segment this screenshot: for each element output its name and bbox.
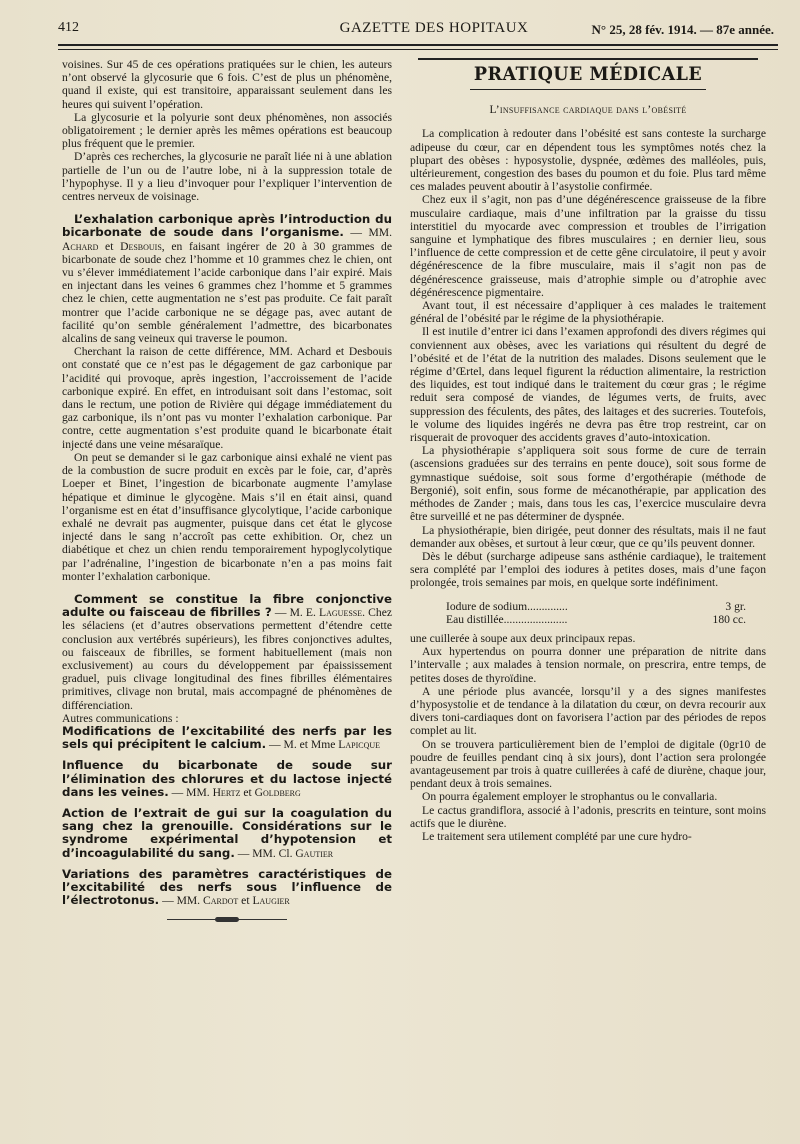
section-title: PRATIQUE MÉDICALE — [473, 63, 703, 85]
paragraph: Avant tout, il est nécessaire d’appliquer à ces malades le traitement général de l’obésité par le régime de la physiothérapie. — [410, 299, 766, 326]
author-prefix: — MM. Cl. — [234, 846, 296, 860]
title-rule — [470, 89, 706, 90]
article-fibre-conjonctive — [62, 593, 392, 712]
paragraph: A une période plus avancée, lorsqu’il y a des signes manifestes d’hyposystolie et de tendance à la dilatation du cœur, on devra recourir aux divers toni-cardiaques dont on favorisera l’action par des périodes de repos complet au lit. — [410, 684, 766, 738]
communication-title: Modifications de l’excitabilité des nerfs par les sels qui précipitent le calcium. — [62, 723, 392, 752]
paragraph: La complication à redouter dans l’obésité est sans conteste la surcharge adipeuse du cœur, car en dépendent tous les symptômes notés chez la plupart des obèses : hyposystolie, dyspnée, œdèmes des malléoles, puis, ultérieurement, congestion des bases du poumon et du foie. Plus tard même ces malades peuvent aboutir à l’asystolie confirmée. — [410, 127, 766, 194]
conjunction: et — [98, 239, 121, 253]
page-number: 412 — [58, 20, 79, 35]
author-prefix: — MM. — [343, 226, 392, 240]
paragraph: une cuillerée à soupe aux deux principaux repas. — [410, 631, 636, 645]
paragraph: Aux hypertendus on pourra donner une préparation de nitrite dans l’intervalle ; aux malades à tension normale, on prescrira, entre temps, de petites doses de thyroïdine. — [410, 645, 766, 685]
communication-item — [62, 725, 392, 751]
paragraph: Dès le début (surcharge adipeuse sans asthénie cardiaque), le traitement sera complété par l’emploi des iodures à petites doses, mais d’une façon prolongée, trois semaines par mois, en quelque sorte indéfiniment. — [410, 549, 766, 590]
right-column — [410, 58, 766, 1126]
author-prefix: — MM. — [159, 894, 203, 908]
paragraph: On peut se demander si le gaz carbonique ainsi exhalé ne vient pas de la combustion de sucre produit en excès par le foie, car, d’après Loeper et Binet, l’ingestion de bicarbonate augmente l’amylase hépatique et diminue le glycogène. Mais s’il en était ainsi, quand l’organisme est en état d’insuffisance glycolytique, l’acide carbonique exhalé ne devrait pas augmenter, puisque dans cet état le glycose injecté dans le sang n’accroît pas cette exhibition. Or, chez un diabétique et chez un chien rendu temporairement hypoglycolytique par l’adrénaline, l’ingestion de bicarbonate n’en a pas moins fait monter l’exhalation carbonique. — [62, 450, 392, 583]
paragraph: D’après ces recherches, la glycosurie ne paraît liée ni à une ablation partielle de l’un ou de l’autre lobe, ni à la suppression totale de l’hypophyse. Il y a lieu d’invoquer pour l’expliquer l’intervention de centres nerveux de voisinage. — [62, 150, 392, 204]
article-heading: Comment se constitue la fibre conjonctive adulte ou faisceau de fibrilles ? — [62, 591, 392, 620]
paragraph: On pourra également employer le strophantus ou le convallaria. — [422, 790, 718, 804]
communication-title: Influence du bicarbonate de soude sur l’élimination des chlorures et du lactose injecté dans les veines. — [62, 758, 392, 799]
paragraph: Cherchant la raison de cette différence, MM. Achard et Desbouis ont constaté que ce n’est pas le dégagement de gaz carbonique par l’acidité qui provoque, après ingestion, l’accroissement de l’acide carbonique expiré. En effet, en introduisant soit dans l’estomac, soit dans le rectum, une potion de Rivière qui dégage immédiatement du gaz carbonique, ils n’ont pas vu monter l’exhalation carbonique. Par contre, cette augmentation s’est produite quand le bicarbonate était injecté dans une veine mésaraïque. — [62, 345, 392, 451]
author-prefix: — M. E. — [271, 606, 320, 620]
paragraph: La physiothérapie s’appliquera soit sous forme de cure de terrain (ascensions graduées sur des terrains en pente douce), soit sous forme de gymnastique suédoise, soit sous forme d’ergothérapie (méthode de Bergonié), soit enfin, sous forme de mécanothérapie, par application des méthodes de Zander ; mais, dans tous les cas, l’exercice musculaire devra être surveillé et ne pas déterminer de dyspnée. — [410, 444, 766, 524]
communication-item — [62, 868, 392, 908]
ingredient-quantity: 180 cc. — [712, 612, 746, 626]
paragraph: Le cactus grandiflora, associé à l’adonis, prescrits en teinture, sont moins actifs que le diurène. — [410, 803, 766, 830]
author-name: Hertz — [212, 785, 241, 799]
author-name: Desbouis — [120, 239, 162, 253]
section-end-ornament — [167, 919, 287, 920]
paragraph-text: , en faisant ingérer de 20 à 30 grammes de bicarbonate de soude chez l’homme et 10 grammes chez le chien, ont vu s’élever immédiatement l’acide carbonique dans l’air expiré. Mais en injectant dans les veines 6 grammes chez l’homme et 5 grammes chez le chien, cette augmentation ne s’est pas produite. Ce fait paraît montrer que l’acide carbonique ne se dégage pas, avec autant de facilité qu’on semble généralement l’admettre, des bicarbonates alcalins de sang veineux qui traverse le poumon. — [62, 239, 392, 346]
author-prefix: — MM. — [168, 785, 213, 799]
communication-item — [62, 759, 392, 799]
page-header — [58, 14, 780, 44]
article-exhalation-carbonique — [62, 213, 392, 345]
author-name: Cardot — [202, 894, 239, 908]
communication-title: Variations des paramètres caractéristiques de l’excitabilité des nerfs sous l’influence de l’électrotonus. — [62, 866, 392, 908]
article-heading: L’exhalation carbonique après l’introduction du bicarbonate de soude dans l’organisme. — [62, 212, 392, 240]
paragraph: La physiothérapie, bien dirigée, peut donner des résultats, mais il ne faut demander aux obèses, et surtout à leur cœur, que ce qu’ils peuvent donner. — [410, 523, 766, 550]
left-column — [62, 58, 392, 1126]
paragraph: Il est inutile d’entrer ici dans l’examen approfondi des divers régimes qui conviennent aux obèses, avec les variations qui résultent du degré de l’obésité et de l’état de la nutrition des malades. Disons seulement que le régime d’Œrtel, dans lequel figurent la réduction alimentaire, la restriction des liquides, est tout indiqué dans le traitement du cœur gras ; le régime reduit sera composé de viandes, de légumes verts, de fruits, avec suppression des féculents, des pâtes, des laitages et des sucreries. Toutefois, le volume des liquides ingérés ne devra pas être trop restreint, car on risquerait de provoquer des accidents graves d’auto-intoxication. — [410, 325, 766, 445]
author-name: Lapicque — [338, 738, 381, 752]
ingredient-quantity: 3 gr. — [725, 599, 746, 613]
conjunction: et — [240, 785, 255, 799]
communication-title: Action de l’extrait de gui sur la coagulation du sang chez la grenouille. Considérations sur le syndrome expérimental d’hypotension et d’incoagulabilité du sang. — [62, 805, 392, 860]
title-rule — [418, 58, 758, 60]
paragraph: On se trouvera particulièrement bien de l’emploi de digitale (0gr10 de poudre de feuilles pendant cinq à six jours), dont l’action sera prolongée avantageusement par trois à quatre cuillerées à café de diurène, chaque jour, pendant deux à trois semaines. — [410, 737, 766, 791]
paragraph: Le traitement sera utilement complété par une cure hydro- — [422, 829, 692, 843]
communication-item — [62, 807, 392, 860]
article-subtitle: L’insuffisance cardiaque dans l’obésité — [489, 104, 687, 117]
journal-title: GAZETTE DES HOPITAUX — [339, 20, 529, 36]
paragraph: Chez eux il s’agit, non pas d’une dégénérescence graisseuse de la fibre musculaire cardiaque, mais d’une infiltration par la graisse du tissu interstitiel du myocarde avec compression et troubles de l’irrigation sanguine et lymphatique des fibres musculaires ; en dernier lieu, sous l’influence de cette compression et de cette gêne circulatoire, il peut y avoir dégénérescence de la fibre musculaire, mais il s’agit non pas de dégénérescence graisseuse, mais d’atrophie simple ou d’atrophie avec dégénérescence pigmentaire. — [410, 193, 766, 299]
author-name: Gautier — [295, 846, 334, 860]
author-name: Goldberg — [254, 785, 301, 799]
author-name: Laugier — [252, 894, 290, 908]
prescription-formula — [446, 600, 746, 626]
ingredient-name: Iodure de sodium.............. — [446, 599, 568, 613]
conjunction: et — [238, 894, 253, 908]
paragraph: La glycosurie et la polyurie sont deux phénomènes, non associés obligatoirement ; le dernier après les mêmes opérations est beaucoup plus fréquent que le premier. — [62, 110, 392, 151]
author-name: Achard — [62, 239, 99, 253]
ingredient-name: Eau distillée...................... — [446, 612, 568, 626]
paragraph: voisines. Sur 45 de ces opérations pratiquées sur le chien, les auteurs n’ont observé la glycosurie que 6 fois. C’est de plus un phénomène, quand il existe, qui est transitoire, apparaissant seulement dans les heures qui suivent l’opération. — [62, 58, 392, 111]
author-name: Laguesse — [319, 606, 363, 620]
formula-line — [446, 613, 746, 626]
formula-line — [446, 600, 746, 613]
issue-info: N° 25, 28 fév. 1914. — 87e année. — [591, 22, 774, 37]
author-prefix: — M. et Mme — [266, 738, 339, 752]
header-rule — [58, 44, 778, 50]
other-communications-label: Autres communications : — [62, 711, 179, 725]
paragraph-text: . Chez les sélaciens (et d’autres observations permettent d’étendre cette conclusion aux vertébrés supérieurs), les fibres conjonctives adultes, ou faisceaux de fibrilles, se forment habituellement (mais non exclusivement) au cours du développement par épaississement graduel, puis clivage longitudinal des fines fibrilles élémentaires primitives, clivage non brutal, mais accompagné de phénomènes de différenciation. — [62, 606, 392, 712]
